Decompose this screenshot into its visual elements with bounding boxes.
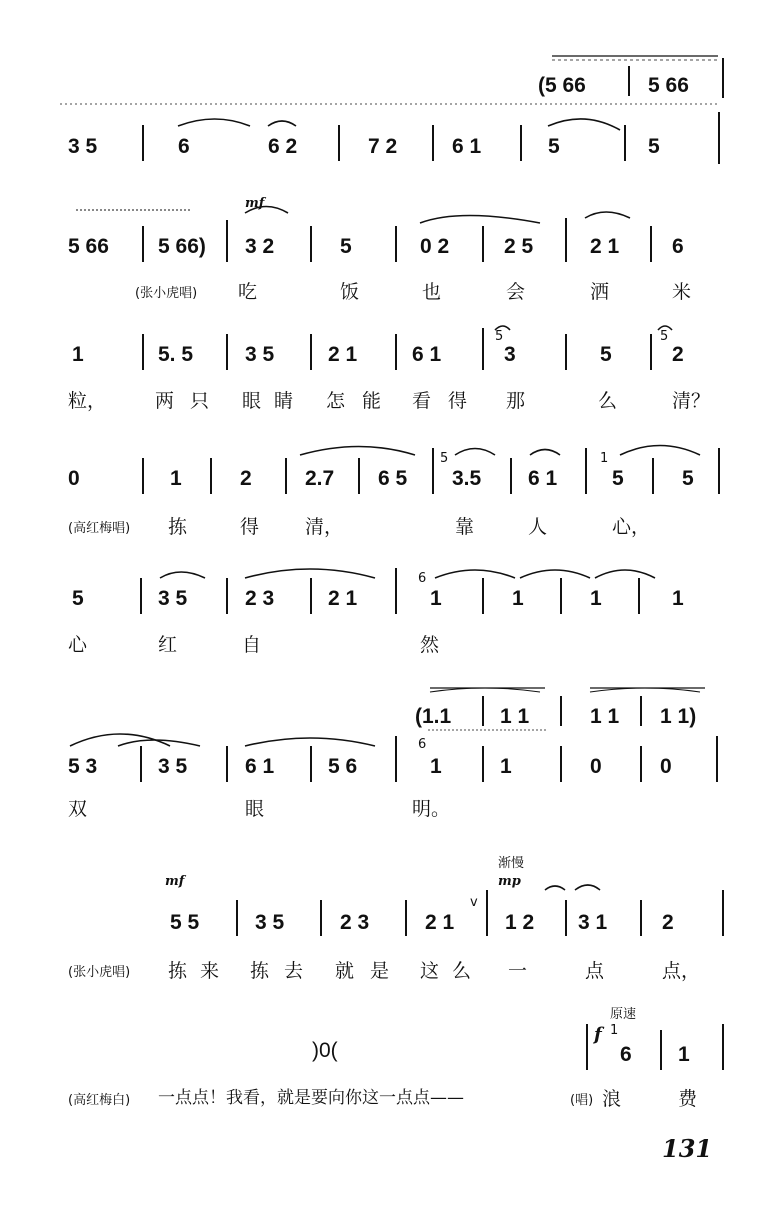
grace-note: 5 <box>660 329 669 344</box>
note-group: 3 2 <box>245 235 275 258</box>
page-number: 131 <box>662 1134 713 1163</box>
note-group: 2.7 <box>305 467 335 490</box>
barline <box>432 448 434 494</box>
role-label: (张小虎唱) <box>135 286 198 301</box>
note-group: 3 5 <box>68 135 98 158</box>
note-group: 1 <box>512 587 524 610</box>
note-group: 2 1 <box>328 343 358 366</box>
lyric: 会 <box>506 281 526 303</box>
lyric: 拣 <box>168 960 188 982</box>
note-group: 1 1 <box>500 705 530 728</box>
note-group: 5 <box>340 235 352 258</box>
note-group: 6 2 <box>268 135 298 158</box>
barline <box>722 1024 724 1070</box>
note-group: 5 <box>72 587 84 610</box>
note-group: 0 2 <box>420 235 450 258</box>
lyric: 然 <box>420 634 440 656</box>
note-group: 5 66) <box>158 235 206 258</box>
note-group: 0 <box>68 467 80 490</box>
lyric: 来 <box>200 960 220 982</box>
lyric: 这 <box>420 960 440 982</box>
barline <box>560 578 562 614</box>
note-group: (5 66 <box>538 74 586 97</box>
barline <box>226 334 228 370</box>
lyric: 眼 <box>242 390 262 412</box>
note-group: 3 5 <box>158 755 188 778</box>
note-group: 5. 5 <box>158 343 194 366</box>
barline <box>358 458 360 494</box>
barline <box>565 218 567 262</box>
dynamic-mark: mp <box>498 874 521 889</box>
note-group: 5 6 <box>328 755 358 778</box>
lyric: 靠 <box>455 516 475 538</box>
barline <box>226 578 228 614</box>
note-group: 5 <box>548 135 560 158</box>
barline <box>565 900 567 936</box>
note-group: 6 <box>620 1043 632 1066</box>
barline <box>718 448 720 494</box>
barline <box>142 458 144 494</box>
note-group: 1 <box>590 587 602 610</box>
barline <box>310 578 312 614</box>
lyric: 点， <box>662 960 701 982</box>
barline <box>226 746 228 782</box>
barline <box>482 696 484 726</box>
note-group: 3 5 <box>255 911 285 934</box>
barline <box>624 125 626 161</box>
lyric: 红 <box>158 634 178 656</box>
barline <box>640 900 642 936</box>
note-group: 1 <box>430 755 442 778</box>
barline <box>395 568 397 614</box>
barline <box>660 1030 662 1070</box>
barline <box>718 112 720 164</box>
note-group: 3 1 <box>578 911 608 934</box>
tempo-marking: 渐慢 <box>498 856 525 871</box>
lyric: 洒 <box>590 281 610 303</box>
note-group: 5 <box>612 467 624 490</box>
lyric: 吃 <box>238 281 258 303</box>
barline <box>140 578 142 614</box>
tempo-marking: 原速 <box>610 1007 637 1022</box>
note-group: 6 1 <box>452 135 482 158</box>
note-group: 5 66 <box>68 235 109 258</box>
barline <box>628 66 630 96</box>
lyric: 人 <box>528 516 548 538</box>
grace-note: 1 <box>610 1023 619 1038</box>
lyric: 清？ <box>672 390 711 412</box>
lyric: 么 <box>598 390 618 412</box>
note-group: 1 1) <box>660 705 697 728</box>
barline <box>640 746 642 782</box>
barline <box>310 746 312 782</box>
lyric: 拣 <box>250 960 270 982</box>
barline <box>482 746 484 782</box>
note-group: 2 <box>240 467 252 490</box>
barline <box>320 900 322 936</box>
note-group: 2 1 <box>425 911 455 934</box>
lyric: 就 <box>335 960 355 982</box>
note-group: 1 <box>170 467 182 490</box>
lyric: 两 <box>155 390 175 412</box>
barline <box>395 334 397 370</box>
lyric: 也 <box>422 281 442 303</box>
barline <box>716 736 718 782</box>
barline <box>560 696 562 726</box>
lyric: 清， <box>305 516 344 538</box>
barline <box>586 1024 588 1070</box>
note-group: 2 <box>662 911 674 934</box>
lyric: 眼 <box>245 798 265 820</box>
lyric: 怎 <box>326 390 346 412</box>
lyric: 看 <box>412 390 432 412</box>
note-group: 0 <box>590 755 602 778</box>
barline <box>510 458 512 494</box>
note-group: 2 3 <box>245 587 275 610</box>
note-group: 5 <box>648 135 660 158</box>
note-group: 2 3 <box>340 911 370 934</box>
grace-note: 5 <box>440 451 449 466</box>
barline <box>338 125 340 161</box>
note-group: 6 5 <box>378 467 408 490</box>
note-group: 5 5 <box>170 911 200 934</box>
dynamic-mark: mf <box>165 874 185 889</box>
note-group: 3 5 <box>245 343 275 366</box>
breath-mark: v <box>470 895 478 910</box>
barline <box>140 746 142 782</box>
barline <box>486 890 488 936</box>
barline <box>142 125 144 161</box>
barline <box>652 458 654 494</box>
barline <box>210 458 212 494</box>
note-group: 2 <box>672 343 684 366</box>
lyric: 睛 <box>274 390 294 412</box>
barline <box>142 334 144 370</box>
note-group: 1 <box>430 587 442 610</box>
barline <box>482 226 484 262</box>
barline <box>432 125 434 161</box>
lyric: 能 <box>362 390 382 412</box>
note-group: 1 1 <box>590 705 620 728</box>
barline <box>236 900 238 936</box>
lyric: 那 <box>506 390 526 412</box>
rest-marking: )0( <box>312 1039 338 1062</box>
role-label: (高红梅唱) <box>68 521 131 536</box>
lyric: 心， <box>612 516 651 538</box>
note-group: 3.5 <box>452 467 482 490</box>
dynamic-mark: f <box>594 1024 602 1045</box>
note-group: 3 5 <box>158 587 188 610</box>
grace-note: 6 <box>418 571 427 586</box>
note-group: 5 66 <box>648 74 689 97</box>
barline <box>310 226 312 262</box>
note-group: 2 1 <box>328 587 358 610</box>
note-group: 1 <box>672 587 684 610</box>
barline <box>650 334 652 370</box>
note-group: 1 <box>678 1043 690 1066</box>
barline <box>395 226 397 262</box>
note-group: 1 <box>500 755 512 778</box>
note-group: 6 1 <box>528 467 558 490</box>
lyric: 是 <box>370 960 390 982</box>
barline <box>560 746 562 782</box>
spoken-line: 一点点！我看，就是要向你这一点点—— <box>158 1088 464 1108</box>
lyric: 去 <box>284 960 304 982</box>
grace-note: 1 <box>600 451 609 466</box>
barline <box>638 578 640 614</box>
grace-note: 6 <box>418 737 427 752</box>
note-group: 5 3 <box>68 755 98 778</box>
note-group: (1.1 <box>415 705 452 728</box>
note-group: 5 <box>682 467 694 490</box>
dynamic-mark: mf <box>245 196 265 211</box>
barline <box>482 578 484 614</box>
note-group: 2 5 <box>504 235 534 258</box>
lyric: 费 <box>678 1088 698 1110</box>
lyric: 点 <box>585 960 605 982</box>
lyric: 明。 <box>412 798 451 820</box>
lyric: 拣 <box>168 516 188 538</box>
lyric: 自 <box>242 634 262 656</box>
barline <box>565 334 567 370</box>
lyric: 一 <box>508 960 528 982</box>
note-group: 3 <box>504 343 516 366</box>
barline <box>722 58 724 98</box>
lyric: 饭 <box>340 281 360 303</box>
note-group: 1 2 <box>505 911 535 934</box>
barline <box>520 125 522 161</box>
role-label: (唱) <box>570 1093 594 1108</box>
lyric: 心 <box>68 634 88 656</box>
note-group: 6 1 <box>412 343 442 366</box>
note-group: 1 <box>72 343 84 366</box>
barline <box>585 448 587 494</box>
barline <box>285 458 287 494</box>
note-group: 6 <box>672 235 684 258</box>
lyric: 粒， <box>68 390 107 412</box>
lyric: 么 <box>452 960 472 982</box>
barline <box>650 226 652 262</box>
grace-note: 5 <box>495 329 504 344</box>
lyric: 双 <box>68 798 88 820</box>
barline <box>482 328 484 370</box>
note-group: 2 1 <box>590 235 620 258</box>
lyric: 得 <box>448 390 468 412</box>
barline <box>226 220 228 262</box>
role-label: (高红梅白) <box>68 1093 131 1108</box>
note-group: 7 2 <box>368 135 398 158</box>
barline <box>405 900 407 936</box>
note-group: 6 <box>178 135 190 158</box>
lyric: 只 <box>190 390 210 412</box>
barline <box>640 696 642 726</box>
barline <box>142 226 144 262</box>
lyric: 得 <box>240 516 260 538</box>
note-group: 5 <box>600 343 612 366</box>
note-group: 6 1 <box>245 755 275 778</box>
barline <box>310 334 312 370</box>
barline <box>722 890 724 936</box>
lyric: 浪 <box>602 1088 622 1110</box>
barline <box>395 736 397 782</box>
note-group: 0 <box>660 755 672 778</box>
lyric: 米 <box>672 281 692 303</box>
role-label: (张小虎唱) <box>68 965 131 980</box>
